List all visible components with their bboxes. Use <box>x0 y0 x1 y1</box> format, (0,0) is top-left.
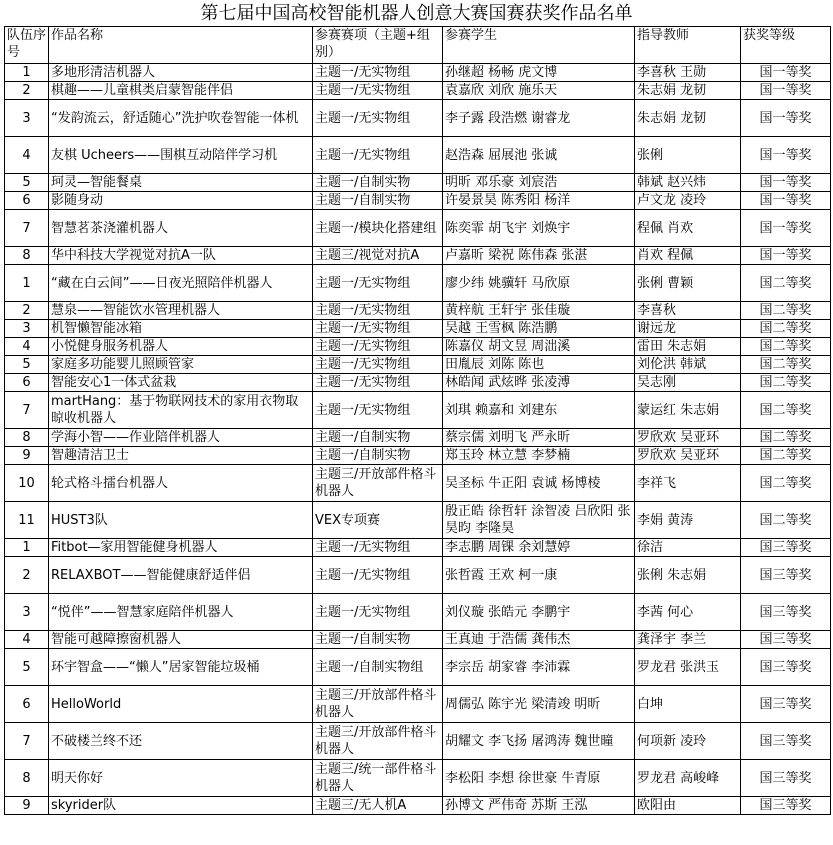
teacher-cell: 罗欣欢 吴亚环 <box>635 447 741 465</box>
team-no-cell: 3 <box>5 594 49 631</box>
award-cell: 国一等奖 <box>741 174 831 192</box>
teacher-cell: 李喜秋 <box>635 302 741 320</box>
team-no-cell: 1 <box>5 64 49 82</box>
teacher-cell: 罗欣欢 吴亚环 <box>635 429 741 447</box>
work-name-cell: “藏在白云间”——日夜光照陪伴机器人 <box>49 265 313 302</box>
students-cell: 王真迪 于浩儒 龚伟杰 <box>443 631 635 649</box>
teacher-cell: 卢文龙 凌玲 <box>635 192 741 210</box>
team-no-cell: 9 <box>5 447 49 465</box>
teacher-cell: 李娟 黄涛 <box>635 502 741 539</box>
table-row <box>5 557 831 594</box>
students-cell: 李子露 段浩燃 谢睿龙 <box>443 100 635 137</box>
work-name-cell: “发韵流云，舒适随心”洗护吹卷智能一体机 <box>49 100 313 137</box>
team-no-cell: 11 <box>5 502 49 539</box>
header-team-no: 队伍序号 <box>5 27 49 64</box>
students-cell: 廖少纬 姚骥轩 马欣原 <box>443 265 635 302</box>
team-no-cell: 7 <box>5 210 49 247</box>
award-cell: 国二等奖 <box>741 374 831 392</box>
work-name-cell: 华中科技大学视觉对抗A一队 <box>49 247 313 265</box>
award-cell: 国二等奖 <box>741 320 831 338</box>
event-cell: 主题三/开放部件格斗机器人 <box>313 686 443 723</box>
work-name-cell: Fitbot—家用智能健身机器人 <box>49 539 313 557</box>
teacher-cell: 李喜秋 王勋 <box>635 64 741 82</box>
work-name-cell: 棋趣——儿童棋类启蒙智能伴侣 <box>49 82 313 100</box>
team-no-cell: 3 <box>5 320 49 338</box>
work-name-cell: 多地形清洁机器人 <box>49 64 313 82</box>
event-cell: 主题一/无实物组 <box>313 392 443 429</box>
header-teacher: 指导教师 <box>635 27 741 64</box>
teacher-cell: 张俐 朱志娟 <box>635 557 741 594</box>
students-cell: 田胤辰 刘陈 陈也 <box>443 356 635 374</box>
team-no-cell: 4 <box>5 338 49 356</box>
students-cell: 卢嘉昕 梁祝 陈伟森 张湛 <box>443 247 635 265</box>
team-no-cell: 5 <box>5 174 49 192</box>
event-cell: 主题一/自制实物 <box>313 429 443 447</box>
award-cell: 国三等奖 <box>741 649 831 686</box>
students-cell: 许晏景昊 陈秀阳 杨洋 <box>443 192 635 210</box>
students-cell: 李松阳 李想 徐世豪 牛青原 <box>443 760 635 797</box>
teacher-cell: 刘伦洪 韩斌 <box>635 356 741 374</box>
teacher-cell: 何项新 凌玲 <box>635 723 741 760</box>
teacher-cell: 白坤 <box>635 686 741 723</box>
team-no-cell: 8 <box>5 760 49 797</box>
work-name-cell: martHang：基于物联网技术的家用衣物取晾收机器人 <box>49 392 313 429</box>
teacher-cell: 李茜 何心 <box>635 594 741 631</box>
event-cell: 主题一/自制实物 <box>313 447 443 465</box>
award-cell: 国一等奖 <box>741 247 831 265</box>
award-cell: 国二等奖 <box>741 502 831 539</box>
team-no-cell: 2 <box>5 82 49 100</box>
team-no-cell: 9 <box>5 797 49 815</box>
event-cell: 主题一/无实物组 <box>313 64 443 82</box>
event-cell: 主题一/自制实物 <box>313 174 443 192</box>
table-row <box>5 686 831 723</box>
teacher-cell: 雷田 朱志娟 <box>635 338 741 356</box>
table-row <box>5 82 831 100</box>
team-no-cell: 8 <box>5 247 49 265</box>
header-students: 参赛学生 <box>443 27 635 64</box>
team-no-cell: 4 <box>5 137 49 174</box>
table-row <box>5 502 831 539</box>
work-name-cell: 不破楼兰终不还 <box>49 723 313 760</box>
students-cell: 黄梓航 王轩宇 张佳璇 <box>443 302 635 320</box>
students-cell: 李宗岳 胡家睿 李沛霖 <box>443 649 635 686</box>
table-row <box>5 374 831 392</box>
table-row <box>5 631 831 649</box>
work-name-cell: 学海小智——作业陪伴机器人 <box>49 429 313 447</box>
table-row <box>5 429 831 447</box>
work-name-cell: 慧泉——智能饮水管理机器人 <box>49 302 313 320</box>
event-cell: 主题一/无实物组 <box>313 82 443 100</box>
students-cell: 陈奕霏 胡飞宇 刘焕宇 <box>443 210 635 247</box>
event-cell: 主题一/模块化搭建组 <box>313 210 443 247</box>
event-cell: 主题一/无实物组 <box>313 100 443 137</box>
work-name-cell: 智慧茗茶浇灌机器人 <box>49 210 313 247</box>
award-cell: 国二等奖 <box>741 429 831 447</box>
students-cell: 刘琪 赖嘉和 刘建东 <box>443 392 635 429</box>
students-cell: 林皓闻 武炫晔 张凌溥 <box>443 374 635 392</box>
team-no-cell: 6 <box>5 686 49 723</box>
award-cell: 国一等奖 <box>741 137 831 174</box>
award-cell: 国一等奖 <box>741 210 831 247</box>
work-name-cell: 影随身动 <box>49 192 313 210</box>
teacher-cell: 徐洁 <box>635 539 741 557</box>
award-cell: 国二等奖 <box>741 447 831 465</box>
award-cell: 国三等奖 <box>741 686 831 723</box>
page-title: 第七届中国高校智能机器人创意大赛国赛获奖作品名单 <box>200 3 633 24</box>
award-cell: 国二等奖 <box>741 265 831 302</box>
teacher-cell: 谢远龙 <box>635 320 741 338</box>
teacher-cell: 张俐 <box>635 137 741 174</box>
table-row <box>5 797 831 815</box>
work-name-cell: RELAXBOT——智能健康舒适伴侣 <box>49 557 313 594</box>
event-cell: 主题一/无实物组 <box>313 374 443 392</box>
award-cell: 国一等奖 <box>741 100 831 137</box>
header-award: 获奖等级 <box>741 27 831 64</box>
team-no-cell: 6 <box>5 192 49 210</box>
table-row <box>5 594 831 631</box>
students-cell: 明昕 邓乐豪 刘宸浩 <box>443 174 635 192</box>
table-row <box>5 356 831 374</box>
event-cell: 主题一/自制实物 <box>313 631 443 649</box>
teacher-cell: 罗龙君 张洪玉 <box>635 649 741 686</box>
table-row <box>5 265 831 302</box>
team-no-cell: 7 <box>5 723 49 760</box>
table-row <box>5 247 831 265</box>
award-cell: 国三等奖 <box>741 557 831 594</box>
event-cell: 主题一/无实物组 <box>313 557 443 594</box>
award-cell: 国一等奖 <box>741 192 831 210</box>
work-name-cell: 珂灵—智能餐桌 <box>49 174 313 192</box>
students-cell: 刘仪璇 张皓元 李鹏宇 <box>443 594 635 631</box>
award-cell: 国二等奖 <box>741 302 831 320</box>
work-name-cell: 轮式格斗擂台机器人 <box>49 465 313 502</box>
team-no-cell: 7 <box>5 392 49 429</box>
work-name-cell: 明天你好 <box>49 760 313 797</box>
teacher-cell: 吴志刚 <box>635 374 741 392</box>
table-row <box>5 760 831 797</box>
event-cell: 主题一/无实物组 <box>313 137 443 174</box>
table-row <box>5 539 831 557</box>
students-cell: 胡耀文 李飞扬 屠鸿涛 魏世曈 <box>443 723 635 760</box>
team-no-cell: 4 <box>5 631 49 649</box>
students-cell: 陈嘉仪 胡文昱 周泏溪 <box>443 338 635 356</box>
event-cell: 主题三/开放部件格斗机器人 <box>313 465 443 502</box>
event-cell: VEX专项赛 <box>313 502 443 539</box>
team-no-cell: 3 <box>5 100 49 137</box>
award-cell: 国一等奖 <box>741 64 831 82</box>
award-cell: 国三等奖 <box>741 539 831 557</box>
team-no-cell: 1 <box>5 265 49 302</box>
header-row <box>5 27 831 64</box>
table-row <box>5 192 831 210</box>
award-cell: 国三等奖 <box>741 594 831 631</box>
teacher-cell: 韩斌 赵兴炜 <box>635 174 741 192</box>
table-row <box>5 320 831 338</box>
table-row <box>5 447 831 465</box>
awards-table <box>4 26 831 815</box>
students-cell: 吴越 王雪枫 陈浩鹏 <box>443 320 635 338</box>
work-name-cell: 友棋 Ucheers——围棋互动陪伴学习机 <box>49 137 313 174</box>
team-no-cell: 1 <box>5 539 49 557</box>
work-name-cell: 智能可越障擦窗机器人 <box>49 631 313 649</box>
award-cell: 国三等奖 <box>741 760 831 797</box>
team-no-cell: 5 <box>5 649 49 686</box>
students-cell: 蔡宗儒 刘明飞 严永昕 <box>443 429 635 447</box>
work-name-cell: 智能安心1一体式盆栽 <box>49 374 313 392</box>
work-name-cell: HUST3队 <box>49 502 313 539</box>
team-no-cell: 2 <box>5 557 49 594</box>
work-name-cell: skyrider队 <box>49 797 313 815</box>
event-cell: 主题一/无实物组 <box>313 265 443 302</box>
work-name-cell: 家庭多功能婴儿照顾管家 <box>49 356 313 374</box>
students-cell: 郑玉玲 林立慧 李梦楠 <box>443 447 635 465</box>
teacher-cell: 李祥飞 <box>635 465 741 502</box>
table-row <box>5 465 831 502</box>
event-cell: 主题三/统一部件格斗机器人 <box>313 760 443 797</box>
event-cell: 主题一/无实物组 <box>313 539 443 557</box>
event-cell: 主题一/自制实物组 <box>313 649 443 686</box>
students-cell: 吴圣标 牛正阳 袁诚 杨博棱 <box>443 465 635 502</box>
students-cell: 李志鹏 周锞 余刘慧婷 <box>443 539 635 557</box>
team-no-cell: 6 <box>5 374 49 392</box>
team-no-cell: 2 <box>5 302 49 320</box>
event-cell: 主题三/无人机A <box>313 797 443 815</box>
team-no-cell: 5 <box>5 356 49 374</box>
team-no-cell: 10 <box>5 465 49 502</box>
header-work-name: 作品名称 <box>49 27 313 64</box>
teacher-cell: 程佩 肖欢 <box>635 210 741 247</box>
table-row <box>5 137 831 174</box>
event-cell: 主题一/无实物组 <box>313 594 443 631</box>
students-cell: 周儒弘 陈宇光 梁清竣 明昕 <box>443 686 635 723</box>
event-cell: 主题一/无实物组 <box>313 356 443 374</box>
table-row <box>5 210 831 247</box>
students-cell: 袁嘉欣 刘欣 施乐天 <box>443 82 635 100</box>
award-cell: 国二等奖 <box>741 465 831 502</box>
students-cell: 赵浩森 屈展池 张诚 <box>443 137 635 174</box>
teacher-cell: 蒙运红 朱志娟 <box>635 392 741 429</box>
work-name-cell: 小悦健身服务机器人 <box>49 338 313 356</box>
students-cell: 孙博文 严伟奇 苏斯 王泓 <box>443 797 635 815</box>
event-cell: 主题三/视觉对抗A <box>313 247 443 265</box>
teacher-cell: 龚泽宇 李兰 <box>635 631 741 649</box>
award-cell: 国二等奖 <box>741 356 831 374</box>
table-body <box>5 64 831 815</box>
teacher-cell: 欧阳由 <box>635 797 741 815</box>
award-cell: 国三等奖 <box>741 631 831 649</box>
work-name-cell: 环宇智盒——“懒人”居家智能垃圾桶 <box>49 649 313 686</box>
table-row <box>5 64 831 82</box>
event-cell: 主题一/无实物组 <box>313 320 443 338</box>
table-row <box>5 338 831 356</box>
table-row <box>5 723 831 760</box>
work-name-cell: “悦伴”——智慧家庭陪伴机器人 <box>49 594 313 631</box>
award-cell: 国二等奖 <box>741 392 831 429</box>
table-row <box>5 174 831 192</box>
award-cell: 国三等奖 <box>741 723 831 760</box>
teacher-cell: 朱志娟 龙韧 <box>635 100 741 137</box>
event-cell: 主题三/开放部件格斗机器人 <box>313 723 443 760</box>
work-name-cell: 智趣清洁卫士 <box>49 447 313 465</box>
students-cell: 殷正皓 徐哲轩 涂智凌 吕欣阳 张昊昀 李隆昊 <box>443 502 635 539</box>
work-name-cell: 机智懒智能冰箱 <box>49 320 313 338</box>
table-row <box>5 392 831 429</box>
header-event: 参赛赛项（主题+组别） <box>313 27 443 64</box>
teacher-cell: 罗龙君 高峻峰 <box>635 760 741 797</box>
teacher-cell: 张俐 曹颖 <box>635 265 741 302</box>
award-cell: 国一等奖 <box>741 82 831 100</box>
event-cell: 主题一/自制实物 <box>313 192 443 210</box>
teacher-cell: 肖欢 程佩 <box>635 247 741 265</box>
students-cell: 张哲霞 王欢 柯一康 <box>443 557 635 594</box>
award-cell: 国三等奖 <box>741 797 831 815</box>
award-cell: 国二等奖 <box>741 338 831 356</box>
event-cell: 主题一/无实物组 <box>313 338 443 356</box>
table-row <box>5 302 831 320</box>
table-row <box>5 100 831 137</box>
table-row <box>5 649 831 686</box>
teacher-cell: 朱志娟 龙韧 <box>635 82 741 100</box>
students-cell: 孙继超 杨畅 虎文博 <box>443 64 635 82</box>
work-name-cell: HelloWorld <box>49 686 313 723</box>
team-no-cell: 8 <box>5 429 49 447</box>
event-cell: 主题一/无实物组 <box>313 302 443 320</box>
